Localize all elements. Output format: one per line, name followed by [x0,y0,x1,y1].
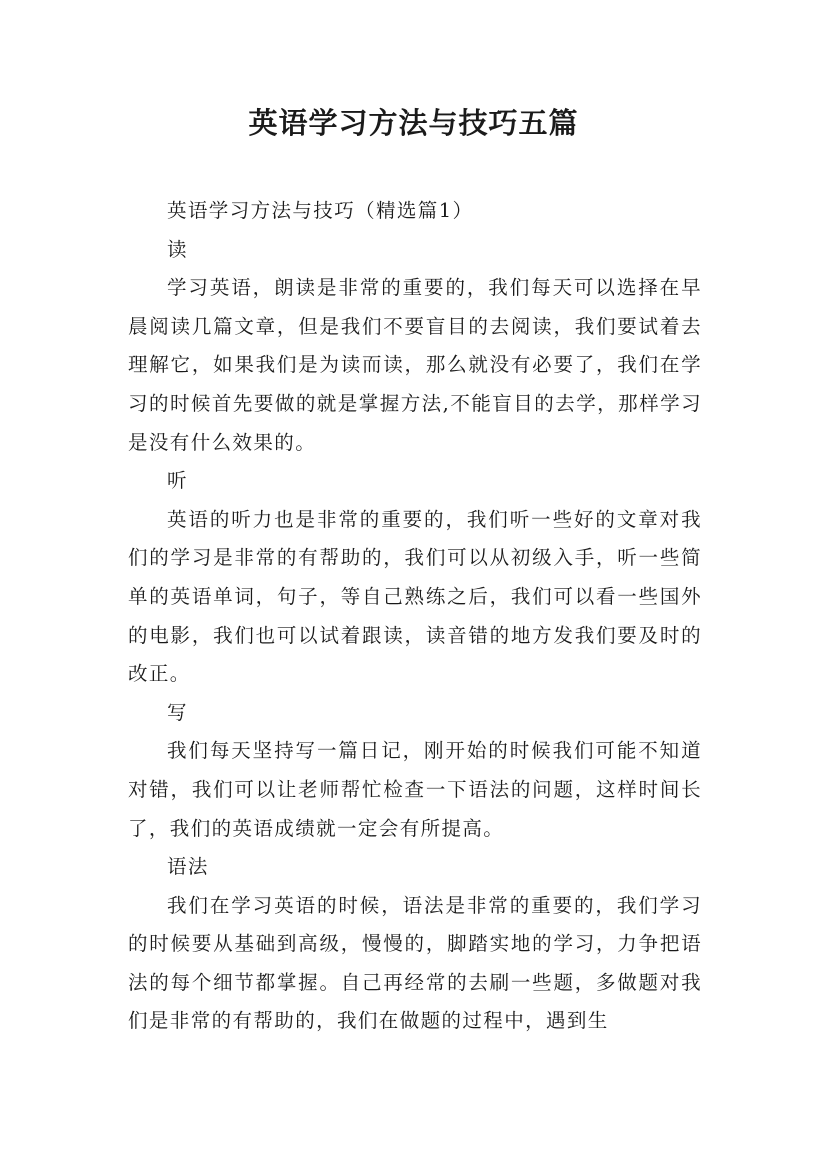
document-title: 英语学习方法与技巧五篇 [248,106,579,140]
paragraph-read: 学习英语，朗读是非常的重要的，我们每天可以选择在早晨阅读几篇文章，但是我们不要盲目的去阅读，我们要试着去理解它，如果我们是为读而读，那么就没有必要了，我们在学习的时候首先要做的就是掌握方法,不能盲目的去学，那样学习是没有什么效果的。 [128,276,702,454]
paragraph-grammar: 我们在学习英语的时候，语法是非常的重要的，我们学习的时候要从基础到高级，慢慢的，脚踏实地的学习，力争把语法的每个细节都掌握。自己再经常的去刷一些题，多做题对我们是非常的有帮助的，我们在做题的过程中，遇到生 [128,893,702,1033]
document-body [128,192,702,1041]
heading-listen: 听 [167,469,188,493]
heading-grammar: 语法 [167,855,209,879]
heading-read: 读 [167,237,188,261]
section-title: 英语学习方法与技巧（精选篇1） [167,199,474,222]
paragraph-write: 我们每天坚持写一篇日记，刚开始的时候我们可能不知道对错，我们可以让老师帮忙检查一下语法的问题，这样时间长了，我们的英语成绩就一定会有所提高。 [128,739,702,840]
paragraph-listen: 英语的听力也是非常的重要的，我们听一些好的文章对我们的学习是非常的有帮助的，我们可以从初级入手，听一些简单的英语单词，句子，等自己熟练之后，我们可以看一些国外的电影，我们也可以试着跟读，读音错的地方发我们要及时的改正。 [128,507,702,686]
heading-write: 写 [167,700,188,724]
